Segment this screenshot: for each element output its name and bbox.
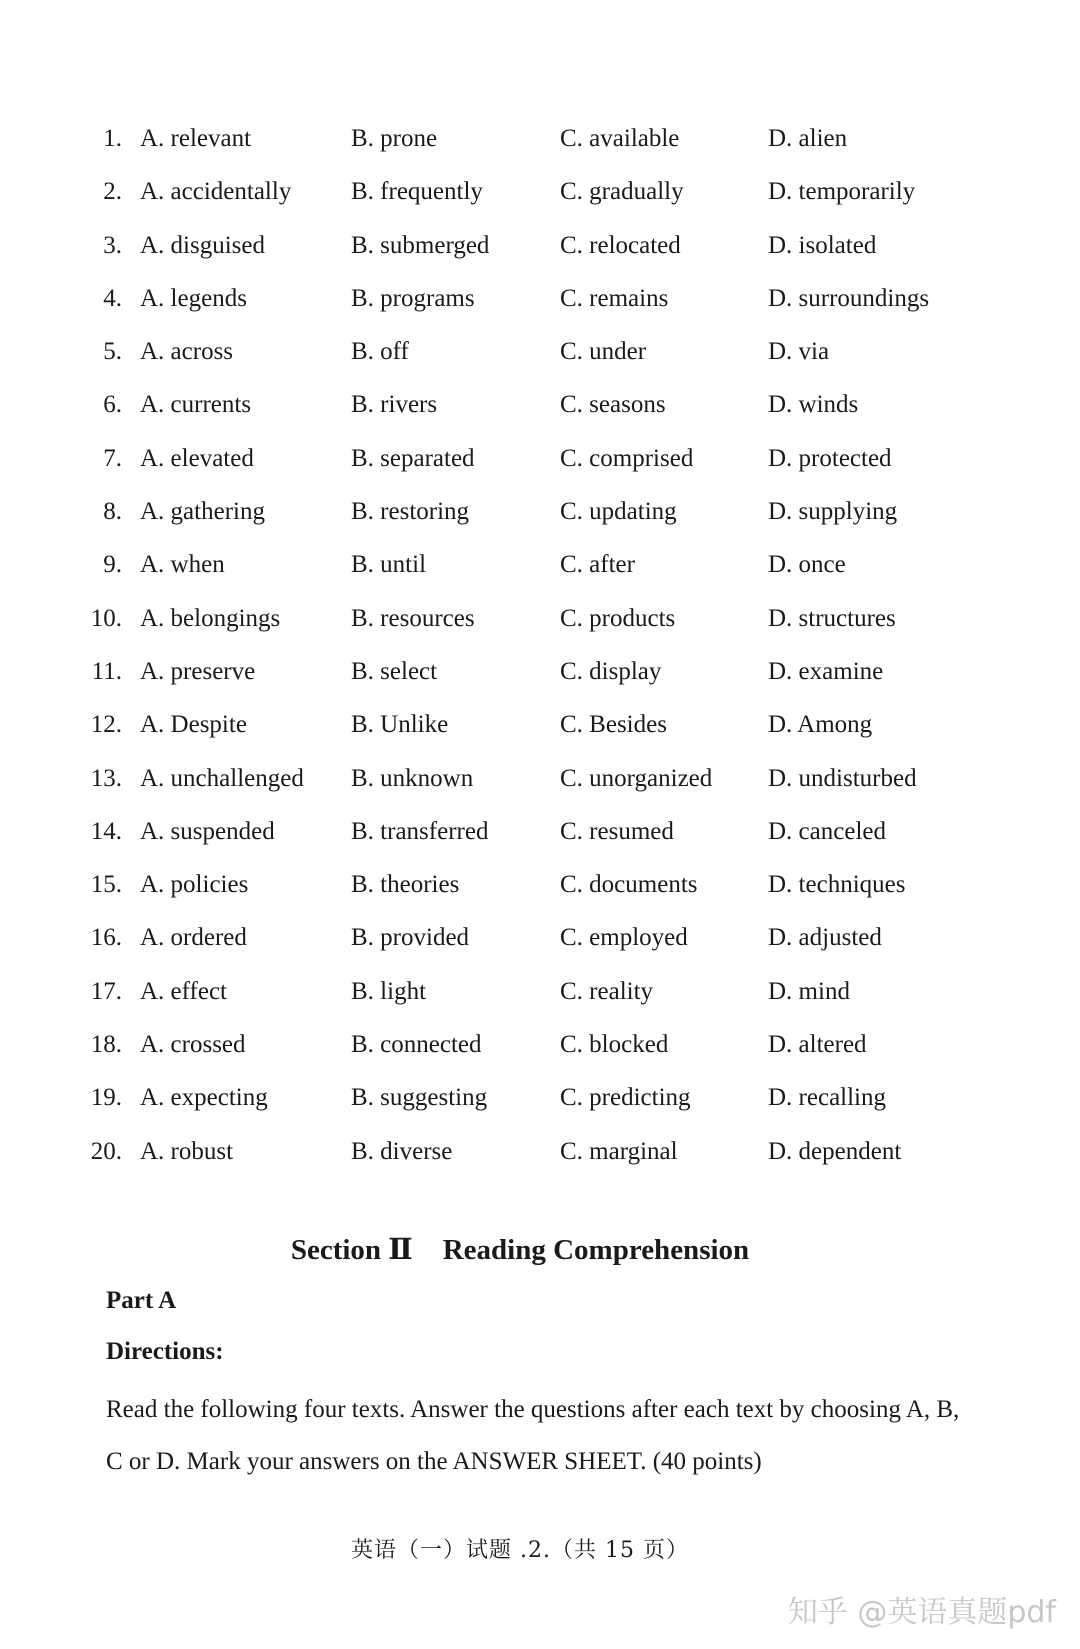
option-row xyxy=(0,485,1080,538)
options-list xyxy=(0,112,1080,1178)
question-number: 9. xyxy=(103,551,122,579)
option-row xyxy=(0,1125,1080,1178)
option-d: D. undisturbed xyxy=(768,764,917,792)
page-footer: 英语（一）试题 .2.（共 15 页） xyxy=(351,1538,689,1563)
option-d: D. Among xyxy=(768,711,873,739)
option-b: B. frequently xyxy=(351,178,483,206)
option-d: D. canceled xyxy=(768,817,886,845)
option-b: B. separated xyxy=(351,444,475,472)
option-c: C. after xyxy=(560,551,635,579)
option-c: C. unorganized xyxy=(560,764,713,792)
option-row xyxy=(0,698,1080,751)
question-number: 4. xyxy=(103,284,122,312)
option-row xyxy=(0,752,1080,805)
question-number: 19. xyxy=(90,1084,122,1112)
option-d: D. altered xyxy=(768,1031,867,1059)
option-a: A. unchallenged xyxy=(140,764,304,792)
option-d: D. surroundings xyxy=(768,284,930,312)
option-row xyxy=(0,219,1080,272)
option-d: D. recalling xyxy=(768,1084,887,1112)
option-b: B. rivers xyxy=(351,391,438,419)
option-a: A. gathering xyxy=(140,498,265,526)
option-a: A. belongings xyxy=(140,604,281,632)
option-c: C. products xyxy=(560,604,676,632)
option-b: B. prone xyxy=(351,125,438,152)
question-number: 17. xyxy=(90,977,122,1005)
option-b: B. suggesting xyxy=(351,1084,488,1112)
option-c: C. reality xyxy=(560,977,654,1005)
option-a: A. accidentally xyxy=(140,178,292,206)
option-a: A. suspended xyxy=(140,817,275,845)
option-d: D. dependent xyxy=(768,1137,902,1165)
option-c: C. available xyxy=(560,125,680,152)
option-b: B. light xyxy=(351,977,427,1005)
option-b: B. submerged xyxy=(351,231,490,259)
question-number: 7. xyxy=(103,444,122,472)
option-b: B. programs xyxy=(351,284,475,312)
option-b: B. provided xyxy=(351,924,470,952)
question-number: 13. xyxy=(90,764,122,792)
option-a: A. legends xyxy=(140,284,247,312)
option-c: C. gradually xyxy=(560,178,684,206)
question-number: 12. xyxy=(90,711,122,739)
option-b: B. unknown xyxy=(351,764,474,792)
option-c: C. predicting xyxy=(560,1084,691,1112)
question-number: 6. xyxy=(103,391,122,419)
option-a: A. currents xyxy=(140,391,252,419)
option-c: C. relocated xyxy=(560,231,681,259)
option-row xyxy=(0,858,1080,911)
option-a: A. expecting xyxy=(140,1084,268,1112)
option-b: B. diverse xyxy=(351,1137,453,1165)
option-d: D. alien xyxy=(768,125,848,152)
option-c: C. resumed xyxy=(560,817,674,845)
option-row xyxy=(0,378,1080,431)
option-row xyxy=(0,325,1080,378)
option-c: C. remains xyxy=(560,284,669,312)
option-row xyxy=(0,645,1080,698)
option-row xyxy=(0,1071,1080,1124)
option-b: B. restoring xyxy=(351,498,470,526)
watermark: 知乎 @英语真题pdf xyxy=(787,1595,1056,1630)
part-label: Part A xyxy=(106,1287,177,1314)
question-number: 1. xyxy=(103,125,122,152)
option-row xyxy=(0,165,1080,218)
option-d: D. examine xyxy=(768,657,884,685)
option-b: B. select xyxy=(351,657,438,685)
option-c: C. comprised xyxy=(560,444,694,472)
option-d: D. adjusted xyxy=(768,924,882,952)
option-row xyxy=(0,1018,1080,1071)
option-d: D. supplying xyxy=(768,498,898,526)
option-b: B. connected xyxy=(351,1031,482,1059)
option-d: D. isolated xyxy=(768,231,877,259)
option-d: D. protected xyxy=(768,444,892,472)
option-a: A. Despite xyxy=(140,711,247,739)
option-a: A. crossed xyxy=(140,1031,246,1059)
option-a: A. robust xyxy=(140,1137,234,1165)
option-b: B. until xyxy=(351,551,427,579)
option-a: A. policies xyxy=(140,871,249,899)
option-row xyxy=(0,112,1080,165)
option-a: A. across xyxy=(140,338,234,366)
option-a: A. ordered xyxy=(140,924,247,952)
option-a: A. effect xyxy=(140,977,227,1005)
question-number: 20. xyxy=(90,1137,122,1165)
question-number: 5. xyxy=(103,338,122,366)
option-a: A. elevated xyxy=(140,444,254,472)
question-number: 15. xyxy=(90,871,122,899)
option-row xyxy=(0,538,1080,591)
option-b: B. theories xyxy=(351,871,460,899)
question-number: 14. xyxy=(90,817,122,845)
question-number: 2. xyxy=(103,178,122,206)
option-a: A. when xyxy=(140,551,225,579)
directions-text: Read the following four texts. Answer the questions after each text by choosing A, B, C or D. Mark your answers on the ANSWER SHEET. (40 points) xyxy=(106,1396,960,1475)
question-number: 3. xyxy=(103,231,122,259)
option-b: B. Unlike xyxy=(351,711,449,739)
option-d: D. via xyxy=(768,338,830,366)
question-number: 8. xyxy=(103,498,122,526)
option-c: C. display xyxy=(560,657,662,685)
directions-label: Directions: xyxy=(106,1338,224,1365)
option-row xyxy=(0,592,1080,645)
option-c: C. seasons xyxy=(560,391,666,419)
option-c: C. updating xyxy=(560,498,677,526)
option-a: A. relevant xyxy=(140,125,252,152)
section-title: Reading Comprehension xyxy=(442,1234,750,1266)
section-heading xyxy=(0,1230,1040,1270)
option-row xyxy=(0,272,1080,325)
option-row xyxy=(0,432,1080,485)
option-c: C. documents xyxy=(560,871,698,899)
option-b: B. off xyxy=(351,338,409,366)
option-d: D. temporarily xyxy=(768,178,916,206)
option-d: D. structures xyxy=(768,604,896,632)
option-a: A. preserve xyxy=(140,657,256,685)
option-row xyxy=(0,911,1080,964)
section-label: Section Ⅱ xyxy=(290,1234,413,1266)
option-c: C. employed xyxy=(560,924,688,952)
question-number: 10. xyxy=(90,604,122,632)
option-d: D. techniques xyxy=(768,871,906,899)
option-d: D. mind xyxy=(768,977,850,1005)
question-number: 11. xyxy=(91,657,122,685)
option-row xyxy=(0,965,1080,1018)
option-b: B. resources xyxy=(351,604,475,632)
option-row xyxy=(0,805,1080,858)
question-number: 16. xyxy=(90,924,122,952)
option-c: C. marginal xyxy=(560,1137,678,1165)
question-number: 18. xyxy=(90,1031,122,1059)
option-a: A. disguised xyxy=(140,231,265,259)
option-b: B. transferred xyxy=(351,817,489,845)
option-d: D. once xyxy=(768,551,846,579)
option-c: C. blocked xyxy=(560,1031,669,1059)
option-c: C. Besides xyxy=(560,711,667,739)
option-c: C. under xyxy=(560,338,647,366)
option-d: D. winds xyxy=(768,391,859,419)
